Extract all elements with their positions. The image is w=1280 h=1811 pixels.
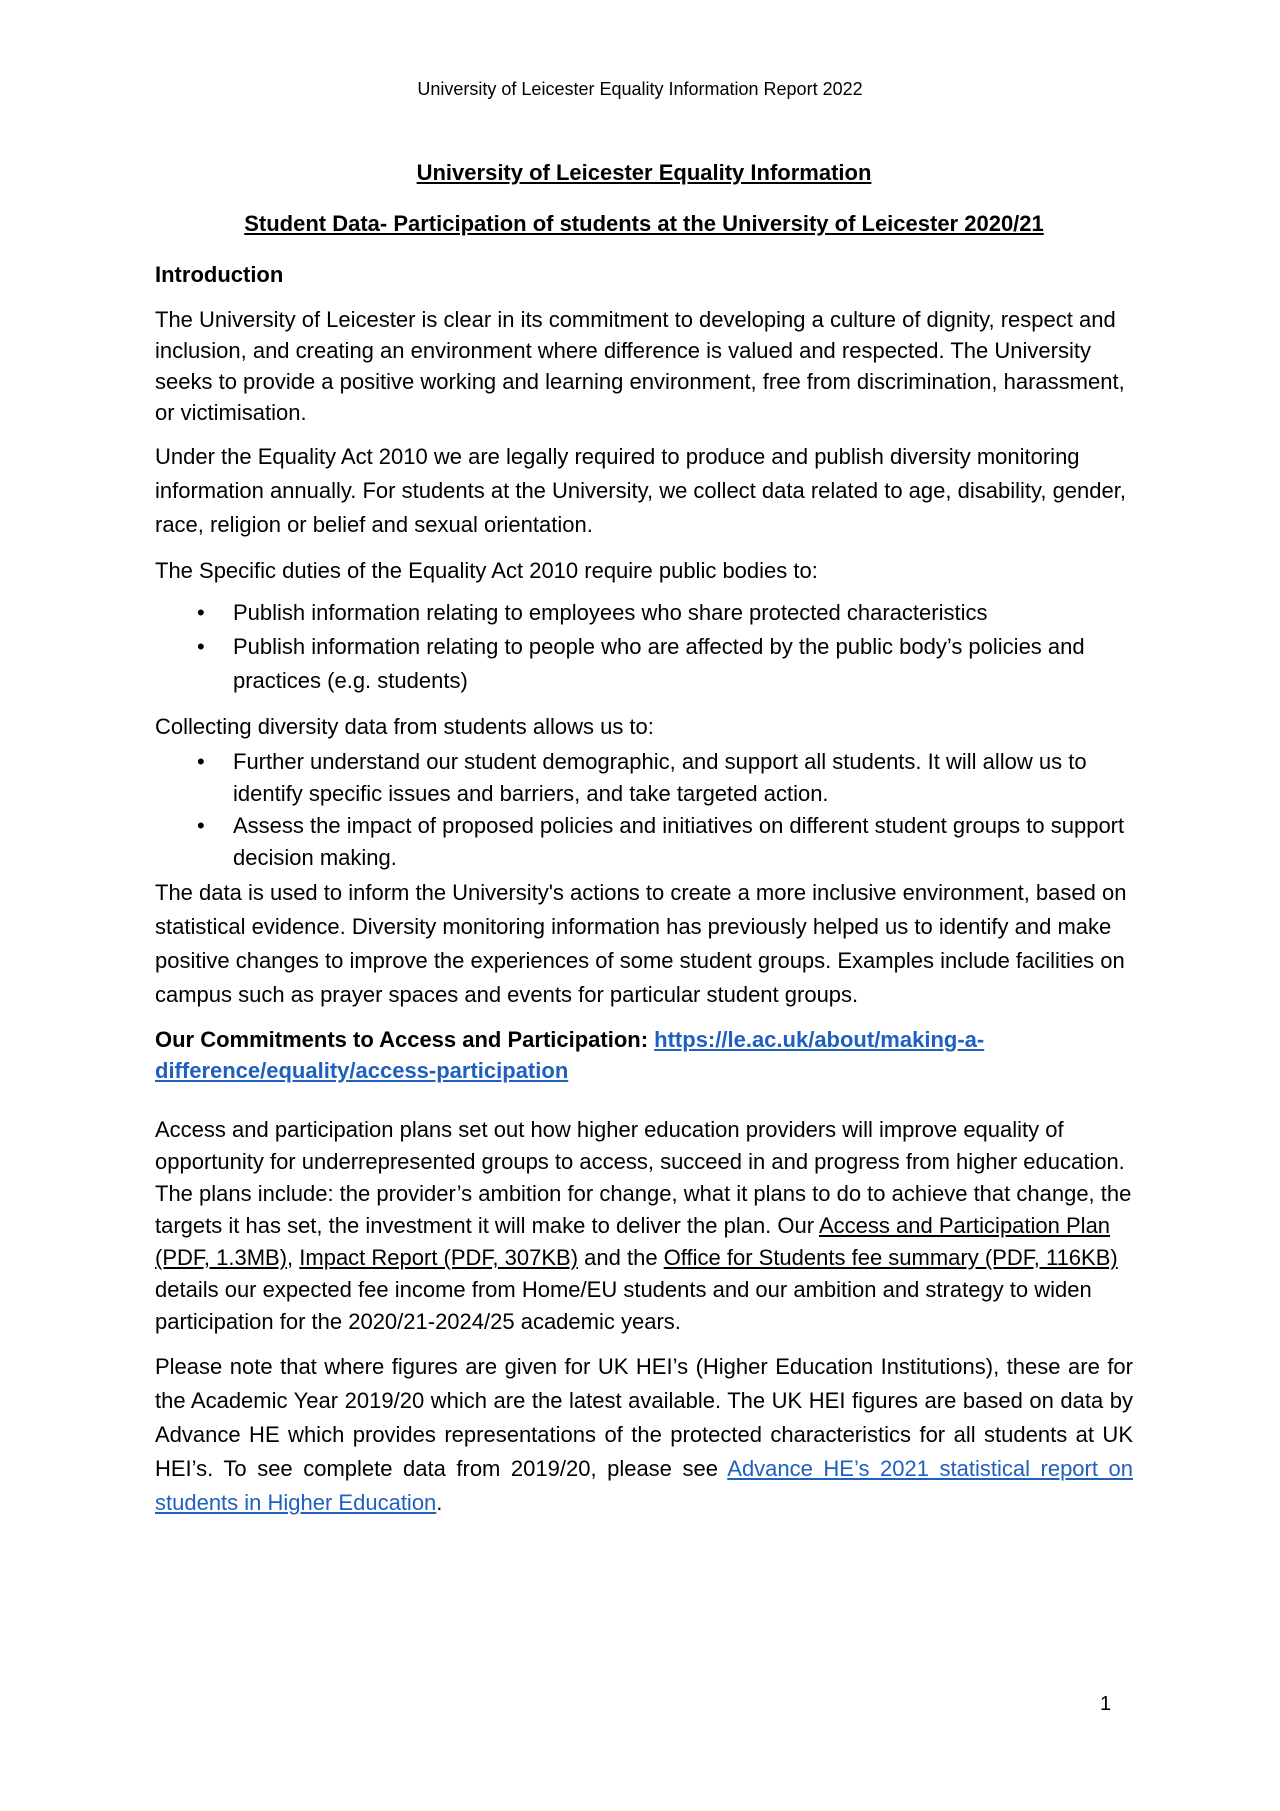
list-item [197, 810, 1133, 874]
list-item-text: Assess the impact of proposed policies and initiatives on different student groups to support decision making. [233, 813, 1125, 870]
document-subtitle: Student Data- Participation of students at the University of Leicester 2020/21 [244, 211, 1044, 236]
access-plan-link[interactable]: Access and Participation Plan (PDF, 1.3MB) [155, 1213, 1111, 1270]
commitments-paragraph [155, 1024, 1133, 1086]
note-end: . [436, 1490, 443, 1515]
collecting-intro: Collecting diversity data from students allows us to: [155, 714, 654, 739]
bullet-icon: • [197, 749, 205, 774]
list-item [197, 596, 1133, 630]
note-paragraph [155, 1350, 1133, 1520]
list-item-text: Publish information relating to employees who share protected characteristics [233, 600, 988, 625]
list-item-text: Further understand our student demographic, and support all students. It will allow us to identify specific issues and barriers, and take targeted action. [233, 749, 1087, 806]
list-item-text: Publish information relating to people who are affected by the public body’s policies and practices (e.g. students) [233, 634, 1085, 693]
collecting-list [155, 746, 1133, 874]
access-text-after: details our expected fee income from Home/EU students and our ambition and strategy to widen participation for the 2020/21-2024/25 academic years. [155, 1277, 1092, 1334]
introduction-paragraph-2: Under the Equality Act 2010 we are legally required to produce and publish diversity monitoring information annually. For students at the University, we collect data related to age, disability, gender, race, religion or belief and sexual orientation. [155, 444, 1126, 537]
bullet-icon: • [197, 634, 205, 659]
access-separator-2: and the [578, 1245, 664, 1270]
page-content [155, 156, 1133, 1532]
data-usage-paragraph: The data is used to inform the University's actions to create a more inclusive environment, based on statistical evidence. Diversity monitoring information has previously helped us to identify and make positive changes to improve the experiences of some student groups. Examples include facilities on campus such as prayer spaces and events for particular student groups. [155, 880, 1127, 1007]
introduction-paragraph-1: The University of Leicester is clear in its commitment to developing a culture of dignity, respect and inclusion, and creating an environment where difference is valued and respected. The University seeks to provide a positive working and learning environment, free from discrimination, harassment, or victimisation. [155, 307, 1125, 425]
bullet-icon: • [197, 813, 205, 838]
access-separator-1: , [287, 1245, 300, 1270]
fee-summary-link[interactable]: Office for Students fee summary (PDF, 116KB) [663, 1245, 1118, 1270]
access-participation-paragraph [155, 1114, 1133, 1338]
page-number: 1 [1100, 1693, 1112, 1715]
introduction-heading: Introduction [155, 262, 284, 287]
bullet-icon: • [197, 600, 205, 625]
advance-he-report-link[interactable]: Advance HE’s 2021 statistical report on students in Higher Education [155, 1456, 1133, 1515]
commitments-label: Our Commitments to Access and Participation: [155, 1027, 655, 1052]
document-title: University of Leicester Equality Information [416, 160, 872, 185]
duties-intro: The Specific duties of the Equality Act 2010 require public bodies to: [155, 558, 818, 583]
access-text-before: Access and participation plans set out how higher education providers will improve equality of opportunity for underrepresented groups to access, succeed in and progress from higher education. The plans include: the provider’s ambition for change, what it plans to do to achieve that change, the targets it has set, the investment it will make to deliver the plan. Our [155, 1117, 1132, 1238]
note-text: Please note that where figures are given for UK HEI’s (Higher Education Institutions), these are for the Academic Year 2019/20 which are the latest available. The UK HEI figures are based on data by Advance HE which provides representations of the protected characteristics for all students at UK HEI’s. To see complete data from 2019/20, please see [155, 1354, 1133, 1481]
duties-list [155, 596, 1133, 698]
list-item [197, 746, 1133, 810]
list-item [197, 630, 1133, 698]
running-header: University of Leicester Equality Information Report 2022 [417, 79, 863, 99]
impact-report-link[interactable]: Impact Report (PDF, 307KB) [299, 1245, 579, 1270]
access-participation-link[interactable]: https://le.ac.uk/about/making-a-difference/equality/access-participation [155, 1027, 985, 1083]
